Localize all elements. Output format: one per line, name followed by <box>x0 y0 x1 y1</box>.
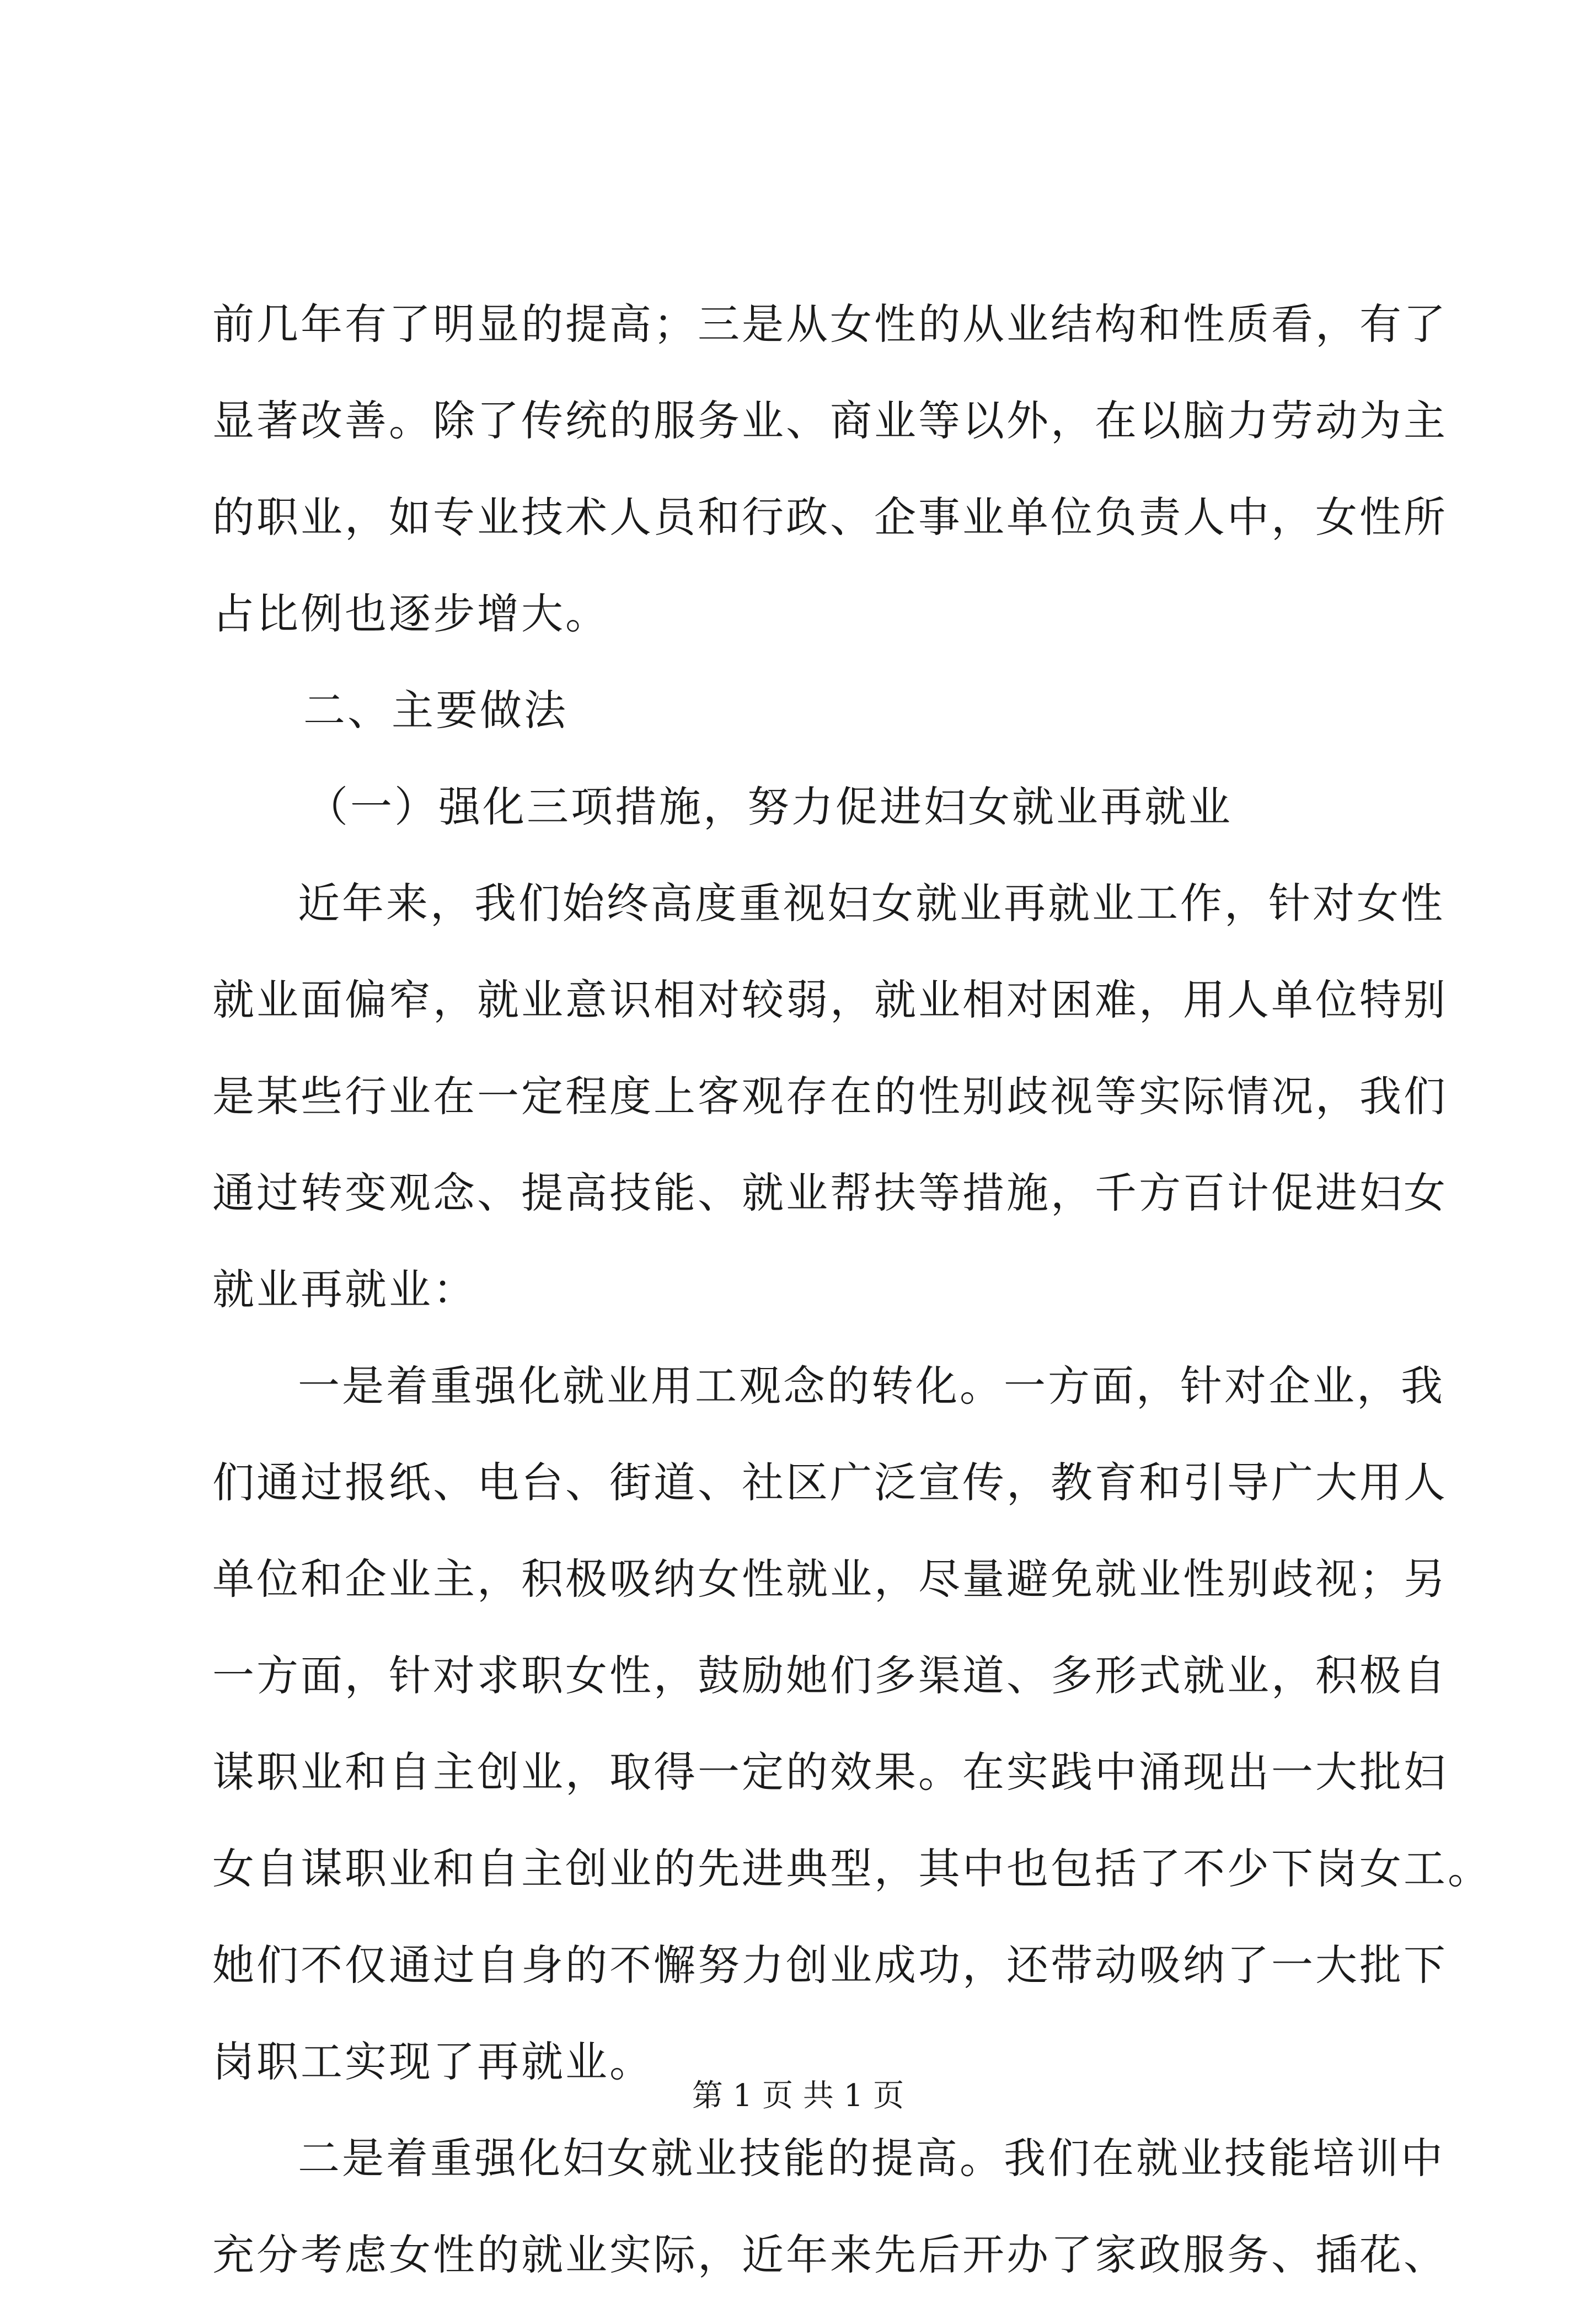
text-line: 女自谋职业和自主创业的先进典型，其中也包括了不少下岗女工。 <box>212 1844 1492 1893</box>
text-line: 就业再就业： <box>212 1265 477 1314</box>
text-line: 前几年有了明显的提高；三是从女性的从业结构和性质看，有了 <box>212 300 1448 349</box>
text-line: 充分考虑女性的就业实际，近年来先后开办了家政服务、插花、 <box>212 2230 1448 2279</box>
text-line: 的职业，如专业技术人员和行政、企事业单位负责人中，女性所 <box>212 493 1448 542</box>
text-line: 一方面，针对求职女性，鼓励她们多渠道、多形式就业，积极自 <box>212 1651 1448 1700</box>
page-footer: 第 1 页 共 1 页 <box>692 2078 904 2114</box>
text-line: 占比例也逐步增大。 <box>212 589 609 638</box>
document-body <box>212 276 1492 2303</box>
text-line: 岗职工实现了再就业。 <box>212 2037 654 2086</box>
text-line: 们通过报纸、电台、街道、社区广泛宣传，教育和引导广大用人 <box>212 1458 1448 1507</box>
text-line: 就业面偏窄，就业意识相对较弱，就业相对困难，用人单位特别 <box>212 975 1448 1024</box>
text-line: 单位和企业主，积极吸纳女性就业，尽量避免就业性别歧视；另 <box>212 1554 1448 1604</box>
subsection-heading: （一）强化三项措施，努力促进妇女就业再就业 <box>306 782 1233 831</box>
paragraph-first-line: 二是着重强化妇女就业技能的提高。我们在就业技能培训中 <box>298 2134 1445 2183</box>
text-line: 显著改善。除了传统的服务业、商业等以外，在以脑力劳动为主 <box>212 396 1448 445</box>
paragraph-first-line: 近年来，我们始终高度重视妇女就业再就业工作，针对女性 <box>298 879 1445 928</box>
text-line: 谋职业和自主创业，取得一定的效果。在实践中涌现出一大批妇 <box>212 1748 1448 1797</box>
paragraph-first-line: 一是着重强化就业用工观念的转化。一方面，针对企业，我 <box>298 1361 1445 1410</box>
section-heading: 二、主要做法 <box>303 686 568 735</box>
text-line: 是某些行业在一定程度上客观存在的性别歧视等实际情况，我们 <box>212 1072 1448 1121</box>
text-line: 她们不仅通过自身的不懈努力创业成功，还带动吸纳了一大批下 <box>212 1941 1448 1990</box>
text-line: 通过转变观念、提高技能、就业帮扶等措施，千方百计促进妇女 <box>212 1168 1448 1217</box>
